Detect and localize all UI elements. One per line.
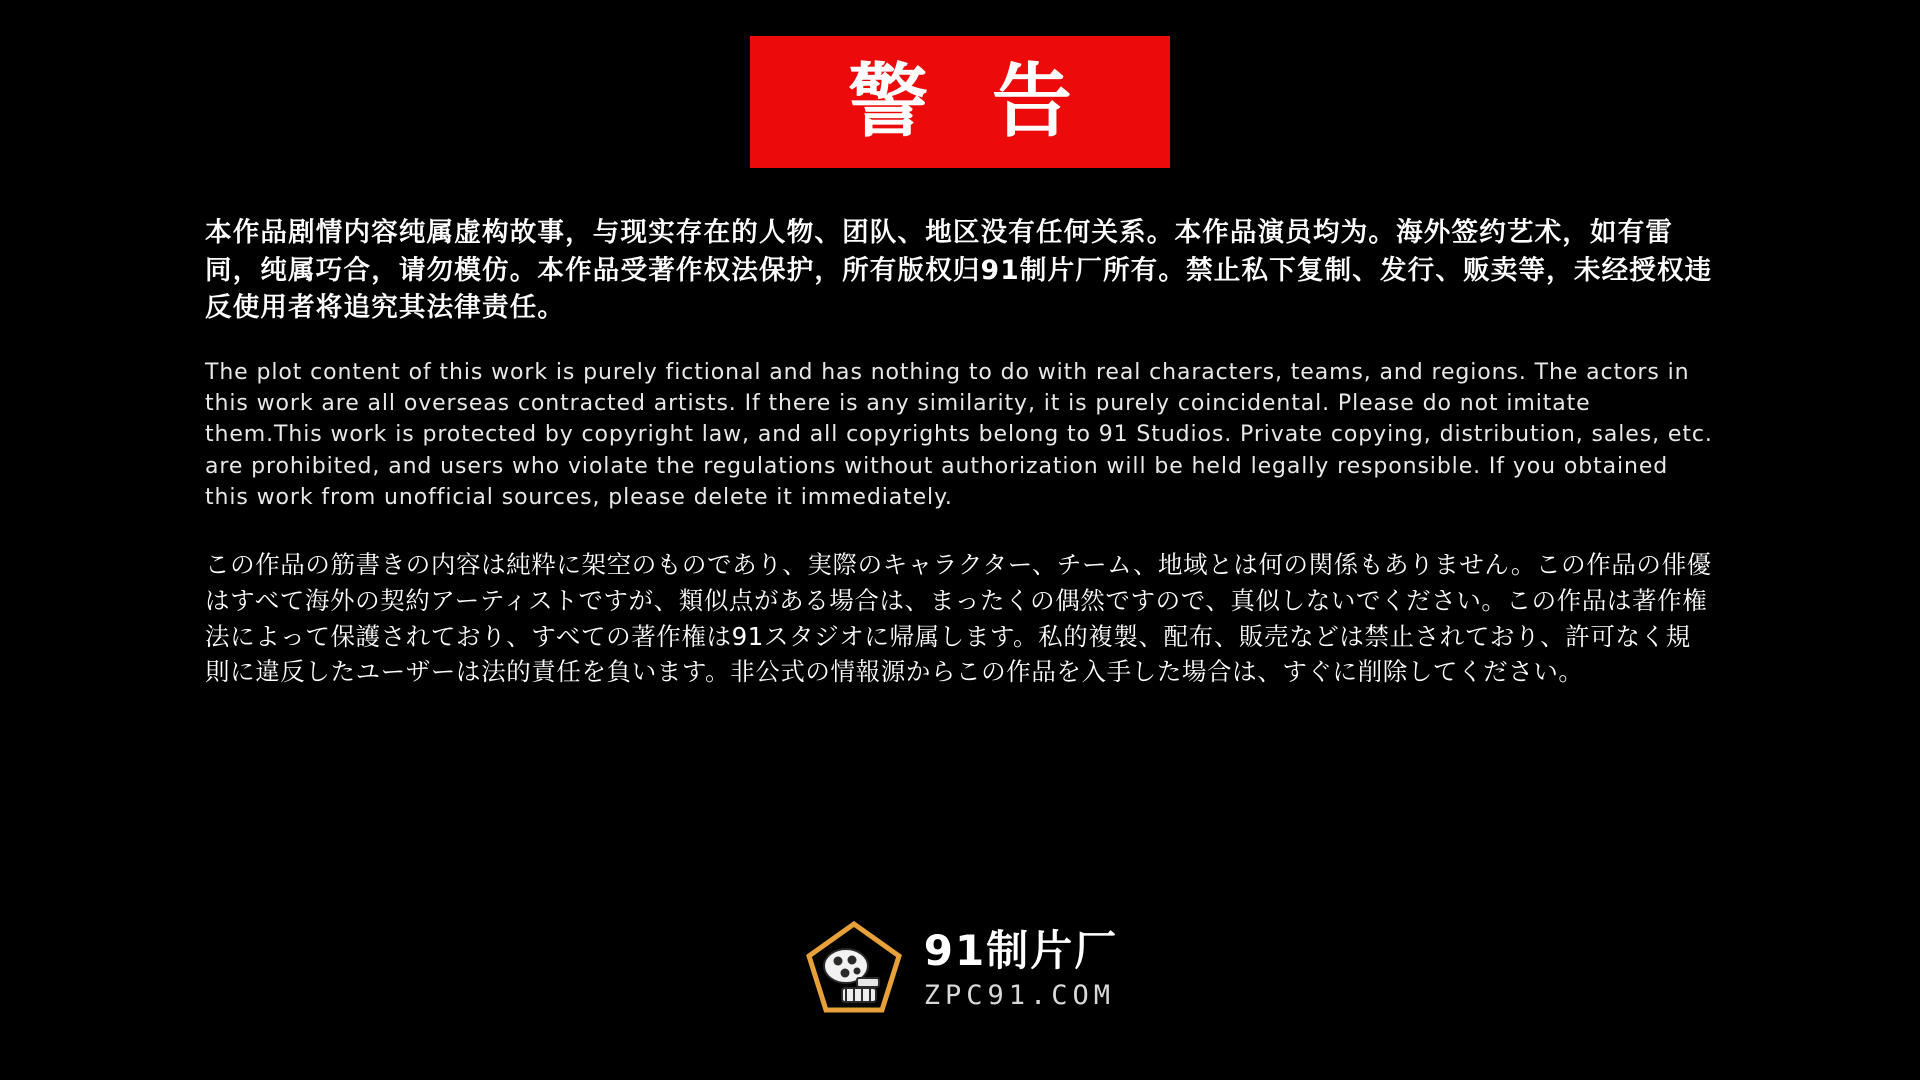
- warning-banner: [750, 36, 1170, 168]
- warning-banner-label: 警 告: [848, 55, 1090, 148]
- brand-name: 91制片厂: [923, 926, 1119, 976]
- banner-container: [0, 0, 1920, 168]
- notice-content: [0, 214, 1920, 690]
- notice-english: The plot content of this work is purely fictional and has nothing to do with real characters, teams, and regions. The actors in this work are all overseas contracted artists. If there is any similarity, it is purely coincidental. Please do not imitate them.This work is protected by copyright law, and all copyrights belong to 91 Studios. Private copying, distribution, sales, etc. are prohibited, and users who violate the regulations without authorization will be held legally responsible. If you obtained this work from unofficial sources, please delete it immediately.: [205, 359, 1713, 510]
- notice-japanese: この作品の筋書きの内容は純粋に架空のものであり、実際のキャラクター、チーム、地域とは何の関係もありません。この作品の俳優はすべて海外の契約アーティストですが、類似点がある場合は、まったくの偶然ですので、真似しないでください。この作品は著作権法によって保護されており、すべての著作権は91スタジオに帰属します。私的複製、配布、販売などは禁止されており、許可なく規則に違反したユーザーは法的責任を負います。非公式の情報源からこの作品を入手した場合は、すぐに削除してください。: [205, 550, 1712, 687]
- brand-logo: [0, 918, 1920, 1022]
- film-reel-icon: [802, 918, 906, 1022]
- brand-website: ZPC91.COM: [923, 979, 1116, 1011]
- notice-chinese: 本作品剧情内容纯属虚构故事，与现实存在的人物、团队、地区没有任何关系。本作品演员均为。海外签约艺术，如有雷同，纯属巧合，请勿模仿。本作品受著作权法保护，所有版权归91制片厂所有。禁止私下复制、发行、贩卖等，未经授权违反使用者将追究其法律责任。: [205, 217, 1713, 324]
- brand-text: [923, 926, 1119, 1011]
